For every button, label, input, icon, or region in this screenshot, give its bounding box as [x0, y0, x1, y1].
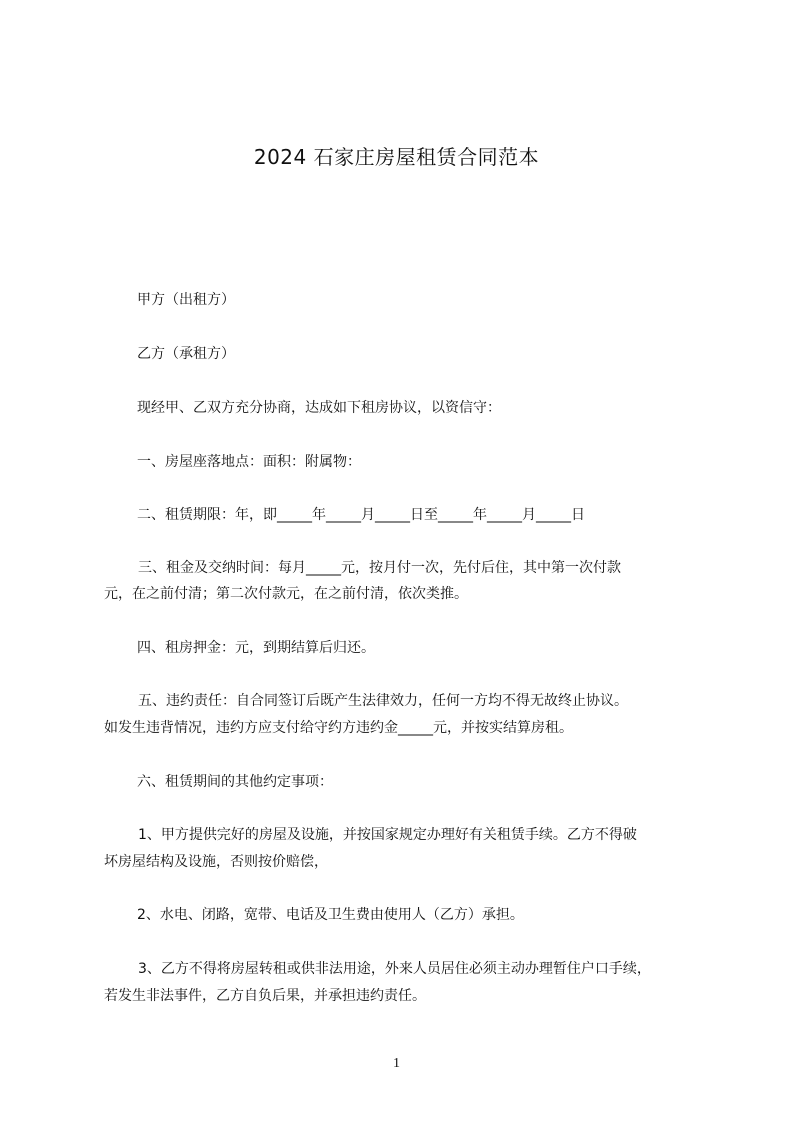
- clause-rent-line-1: 三、租金及交纳时间：每月_____元，按月付一次，先付后住，其中第一次付款: [138, 560, 621, 576]
- clause-deposit: 四、租房押金：元，到期结算后归还。: [137, 640, 375, 656]
- clause-location: 一、房屋座落地点：面积：附属物：: [137, 454, 361, 470]
- term-3-line-2: 若发生非法事件，乙方自负后果，并承担违约责任。: [104, 988, 426, 1004]
- term-2: 2、水电、闭路，宽带、电话及卫生费由使用人（乙方）承担。: [137, 907, 524, 923]
- term-1-line-2: 坏房屋结构及设施，否则按价赔偿，: [104, 854, 328, 870]
- clause-breach-line-1: 五、违约责任：自合同签订后既产生法律效力，任何一方均不得无故终止协议。: [138, 693, 628, 709]
- page-number: 1: [393, 1056, 400, 1071]
- intro-paragraph: 现经甲、乙双方充分协商，达成如下租房协议，以资信守：: [137, 400, 501, 416]
- document-title: 2024 石家庄房屋租赁合同范本: [253, 145, 540, 169]
- clause-other-terms: 六、租赁期间的其他约定事项：: [137, 774, 333, 790]
- clause-breach-line-2: 如发生违背情况，违约方应支付给守约方违约金_____元，并按实结算房租。: [104, 720, 573, 736]
- lessee-line: 乙方（承租方）: [137, 346, 235, 362]
- clause-lease-term: 二、租赁期限：年，即_____年_____月_____日至_____年_____月_____日: [137, 507, 585, 523]
- lessor-line: 甲方（出租方）: [137, 292, 235, 308]
- term-1-line-1: 1、甲方提供完好的房屋及设施，并按国家规定办理好有关租赁手续。乙方不得破: [138, 827, 637, 843]
- term-3-line-1: 3、乙方不得将房屋转租或供非法用途，外来人员居住必须主动办理暂住户口手续，: [138, 961, 651, 977]
- clause-rent-line-2: 元，在之前付清；第二次付款元，在之前付清，依次类推。: [104, 586, 468, 602]
